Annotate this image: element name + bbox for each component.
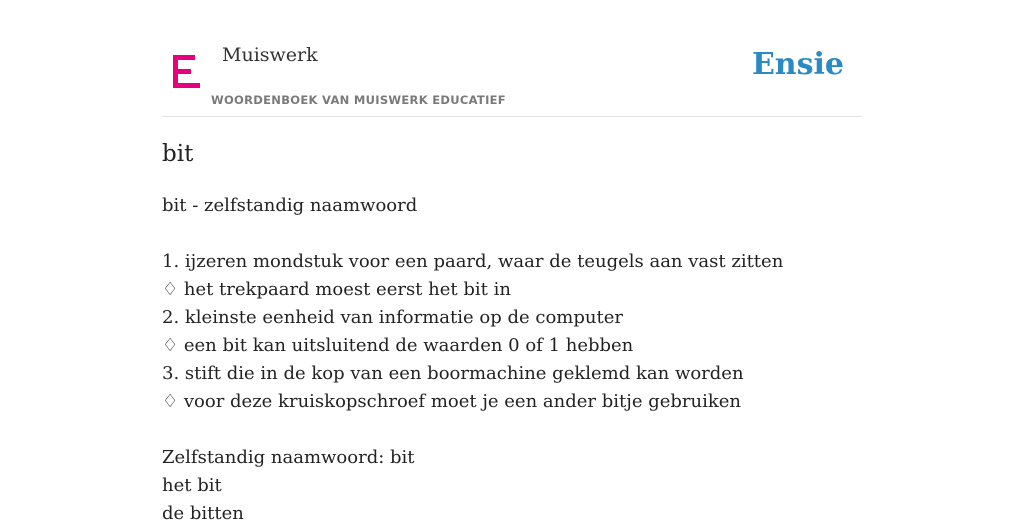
page-title: bit <box>162 141 194 167</box>
muiswerk-logo-icon[interactable] <box>173 55 200 88</box>
entry-content <box>162 192 862 528</box>
definition-1: 1. ijzeren mondstuk voor een paard, waar de teugels aan vast zitten <box>162 251 784 272</box>
ensie-brand-logo[interactable]: Ensie <box>751 47 844 82</box>
entry-heading-line: bit - zelfstandig naamwoord <box>162 195 418 216</box>
grammar-plural: de bitten <box>162 503 244 524</box>
example-2: ♢ een bit kan uitsluitend de waarden 0 of 1 hebben <box>162 335 634 356</box>
definition-2: 2. kleinste eenheid van informatie op de computer <box>162 307 623 328</box>
site-name[interactable]: Muiswerk <box>222 44 318 66</box>
spacer <box>162 416 862 444</box>
site-header <box>162 0 862 117</box>
site-subtitle: WOORDENBOEK VAN MUISWERK EDUCATIEF <box>211 93 506 107</box>
definition-3: 3. stift die in de kop van een boormachine geklemd kan worden <box>162 363 744 384</box>
example-3: ♢ voor deze kruiskopschroef moet je een ander bitje gebruiken <box>162 391 741 412</box>
grammar-singular: het bit <box>162 475 222 496</box>
grammar-line: Zelfstandig naamwoord: bit <box>162 447 415 468</box>
example-1: ♢ het trekpaard moest eerst het bit in <box>162 279 511 300</box>
spacer <box>162 220 862 248</box>
